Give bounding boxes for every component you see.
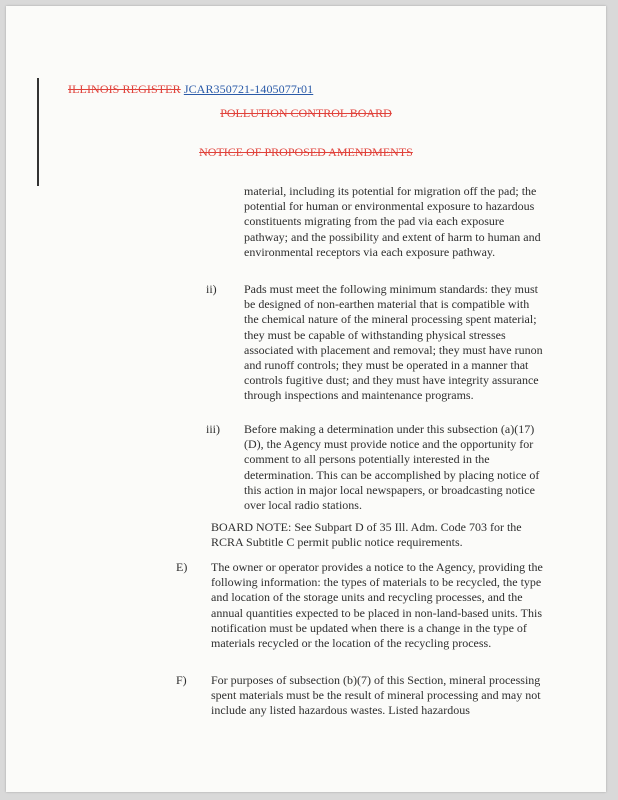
board-note: BOARD NOTE: See Subpart D of 35 Ill. Adm. Code 703 for the RCRA Subtitle C permit public notice requirements. <box>211 520 522 550</box>
item-ii-text: Pads must meet the following minimum standards: they must be designed of non-earthen material that is compatible with the chemical nature of the mineral processing spent material; they must be capable of withstanding physical stresses associated with placement and removal; they must have runon and runoff controls; they must be operated in a manner that controls fugitive dust; and they must have integrity assurance through inspections and maintenance programs. <box>244 282 543 403</box>
item-F-number: F) <box>176 673 187 687</box>
register-inserted: JCAR350721-1405077r01 <box>183 82 314 96</box>
item-E-text: The owner or operator provides a notice to the Agency, providing the following information: the types of materials to be recycled, the type and location of the storage units and recycling processes, and the annual quantities expected to be placed in non-land-based units. This notification must be updated when there is a change in the type of materials recycled or the location of the recycling process. <box>211 560 543 651</box>
item-F-text: For purposes of subsection (b)(7) of this Section, mineral processing spent materials must be the result of mineral processing and may not include any listed hazardous wastes. Listed hazardous <box>211 673 541 718</box>
register-header <box>68 82 313 97</box>
board-heading: POLLUTION CONTROL BOARD <box>220 106 392 120</box>
item-iii-text: Before making a determination under this subsection (a)(17)(D), the Agency must provide notice and the opportunity for comment to all persons potentially interested in the determination. This can be accomplished by placing notice of this action in major local newspapers, or broadcasting notice over local radio stations. <box>244 422 540 513</box>
notice-heading: NOTICE OF PROPOSED AMENDMENTS <box>199 145 413 159</box>
change-bar <box>37 78 39 186</box>
item-iii-number: iii) <box>206 422 220 436</box>
document-page <box>6 6 606 792</box>
register-struck: ILLINOIS REGISTER <box>68 82 181 96</box>
paragraph-continued: material, including its potential for migration off the pad; the potential for human or environmental exposure to hazardous constituents migrating from the pad via each exposure pathway; and the possibility and extent of harm to human and environmental receptors via each exposure pathway. <box>244 184 541 259</box>
item-E-number: E) <box>176 560 188 574</box>
item-ii-number: ii) <box>206 282 217 296</box>
